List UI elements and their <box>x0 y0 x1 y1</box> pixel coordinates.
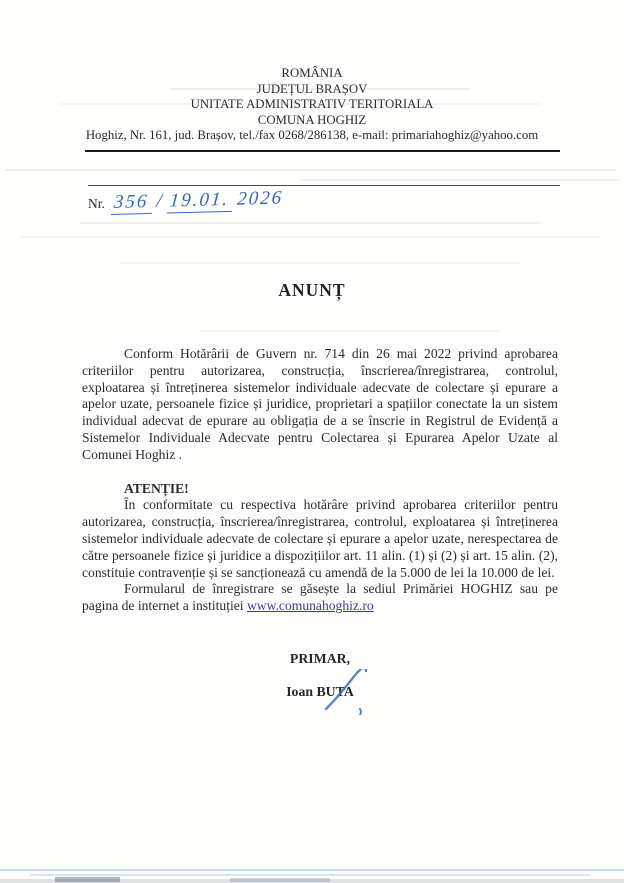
scan-streak <box>80 222 540 224</box>
website-link[interactable]: www.comunahoghiz.ro <box>246 598 374 614</box>
scan-streak <box>120 262 520 264</box>
letterhead <box>62 66 562 144</box>
form-info-text: Formularul de înregistrare se găsește la sediul Primăriei HOGHIZ sau pe pagina de internet a instituției <box>82 581 558 614</box>
scan-streak <box>6 169 616 171</box>
letterhead-county: JUDEȚUL BRAȘOV <box>256 81 368 96</box>
letterhead-country: ROMÂNIA <box>281 66 343 80</box>
paragraph-legal-basis: Conform Hotărârii de Guvern nr. 714 din 26 mai 2022 privind aprobarea criteriilor pentru autorizarea, construcția, înscrierea/înregistrarea, controlul, exploatarea și întreținerea sistemelor individuale adecvate de colectare și epurare a apelor uzate, persoanele fizice și juridice, proprietari a spațiilor conectate la un sistem individual adecvat de epurare au obligația de a se înscrie in Registrul de Evidență a Sistemelor Individuale Adecvate pentru Colectarea și Epurarea Apelor Uzate al Comunei Hoghiz . <box>82 346 558 462</box>
signer-name: Ioan BUTA <box>286 684 354 699</box>
letterhead-unit: UNITATE ADMINISTRATIV TERITORIALA <box>190 97 434 111</box>
scan-streak <box>200 330 500 332</box>
document-title: ANUNȚ <box>278 280 346 300</box>
handwritten-date: 19.01. <box>167 189 234 214</box>
scan-streak-bottom <box>30 874 590 876</box>
handwritten-separator: / <box>155 190 165 212</box>
header-divider-line <box>85 150 560 152</box>
scan-streak <box>20 236 600 238</box>
registration-number-line <box>88 187 286 214</box>
handwritten-year: 2026 <box>236 187 284 210</box>
attention-label: ATENȚIE! <box>124 480 189 496</box>
scan-streak-bottom <box>0 879 624 883</box>
signature-block <box>82 651 558 701</box>
signer-role: PRIMAR, <box>289 651 351 666</box>
scan-smudge <box>55 877 120 882</box>
letterhead-commune: COMUNA HOGHIZ <box>257 112 367 127</box>
paragraph-sanctions: În conformitate cu respectiva hotărâre privind aprobarea criteriilor pentru autorizarea, construcția, înscrierea/înregistrarea, controlul, exploatarea și întreținerea sistemelor individuale adecvate de colectare și epurare a apelor uzate, nerespectarea de către persoanele fizice și juridice a dispozițiilor art. 11 alin. (1) și (2) și art. 15 alin. (2), constituie contravenție și se sancționează cu amendă de la 5.000 de lei la 10.000 de lei. <box>82 497 558 580</box>
scan-streak-bottom <box>0 869 624 871</box>
handwritten-number: 356 <box>111 191 153 215</box>
signer-name-wrap <box>286 683 354 701</box>
document-body <box>82 346 558 615</box>
scan-streak <box>300 179 620 181</box>
scan-smudge <box>230 878 330 882</box>
handwritten-registration <box>111 187 288 214</box>
letterhead-contact: Hoghiz, Nr. 161, jud. Brașov, tel./fax 0268/286138, e-mail: primariahoghiz@yahoo.com <box>85 128 539 142</box>
paragraph-form-info <box>82 581 558 615</box>
registration-label: Nr. <box>88 196 105 211</box>
secondary-divider-line <box>88 185 560 186</box>
